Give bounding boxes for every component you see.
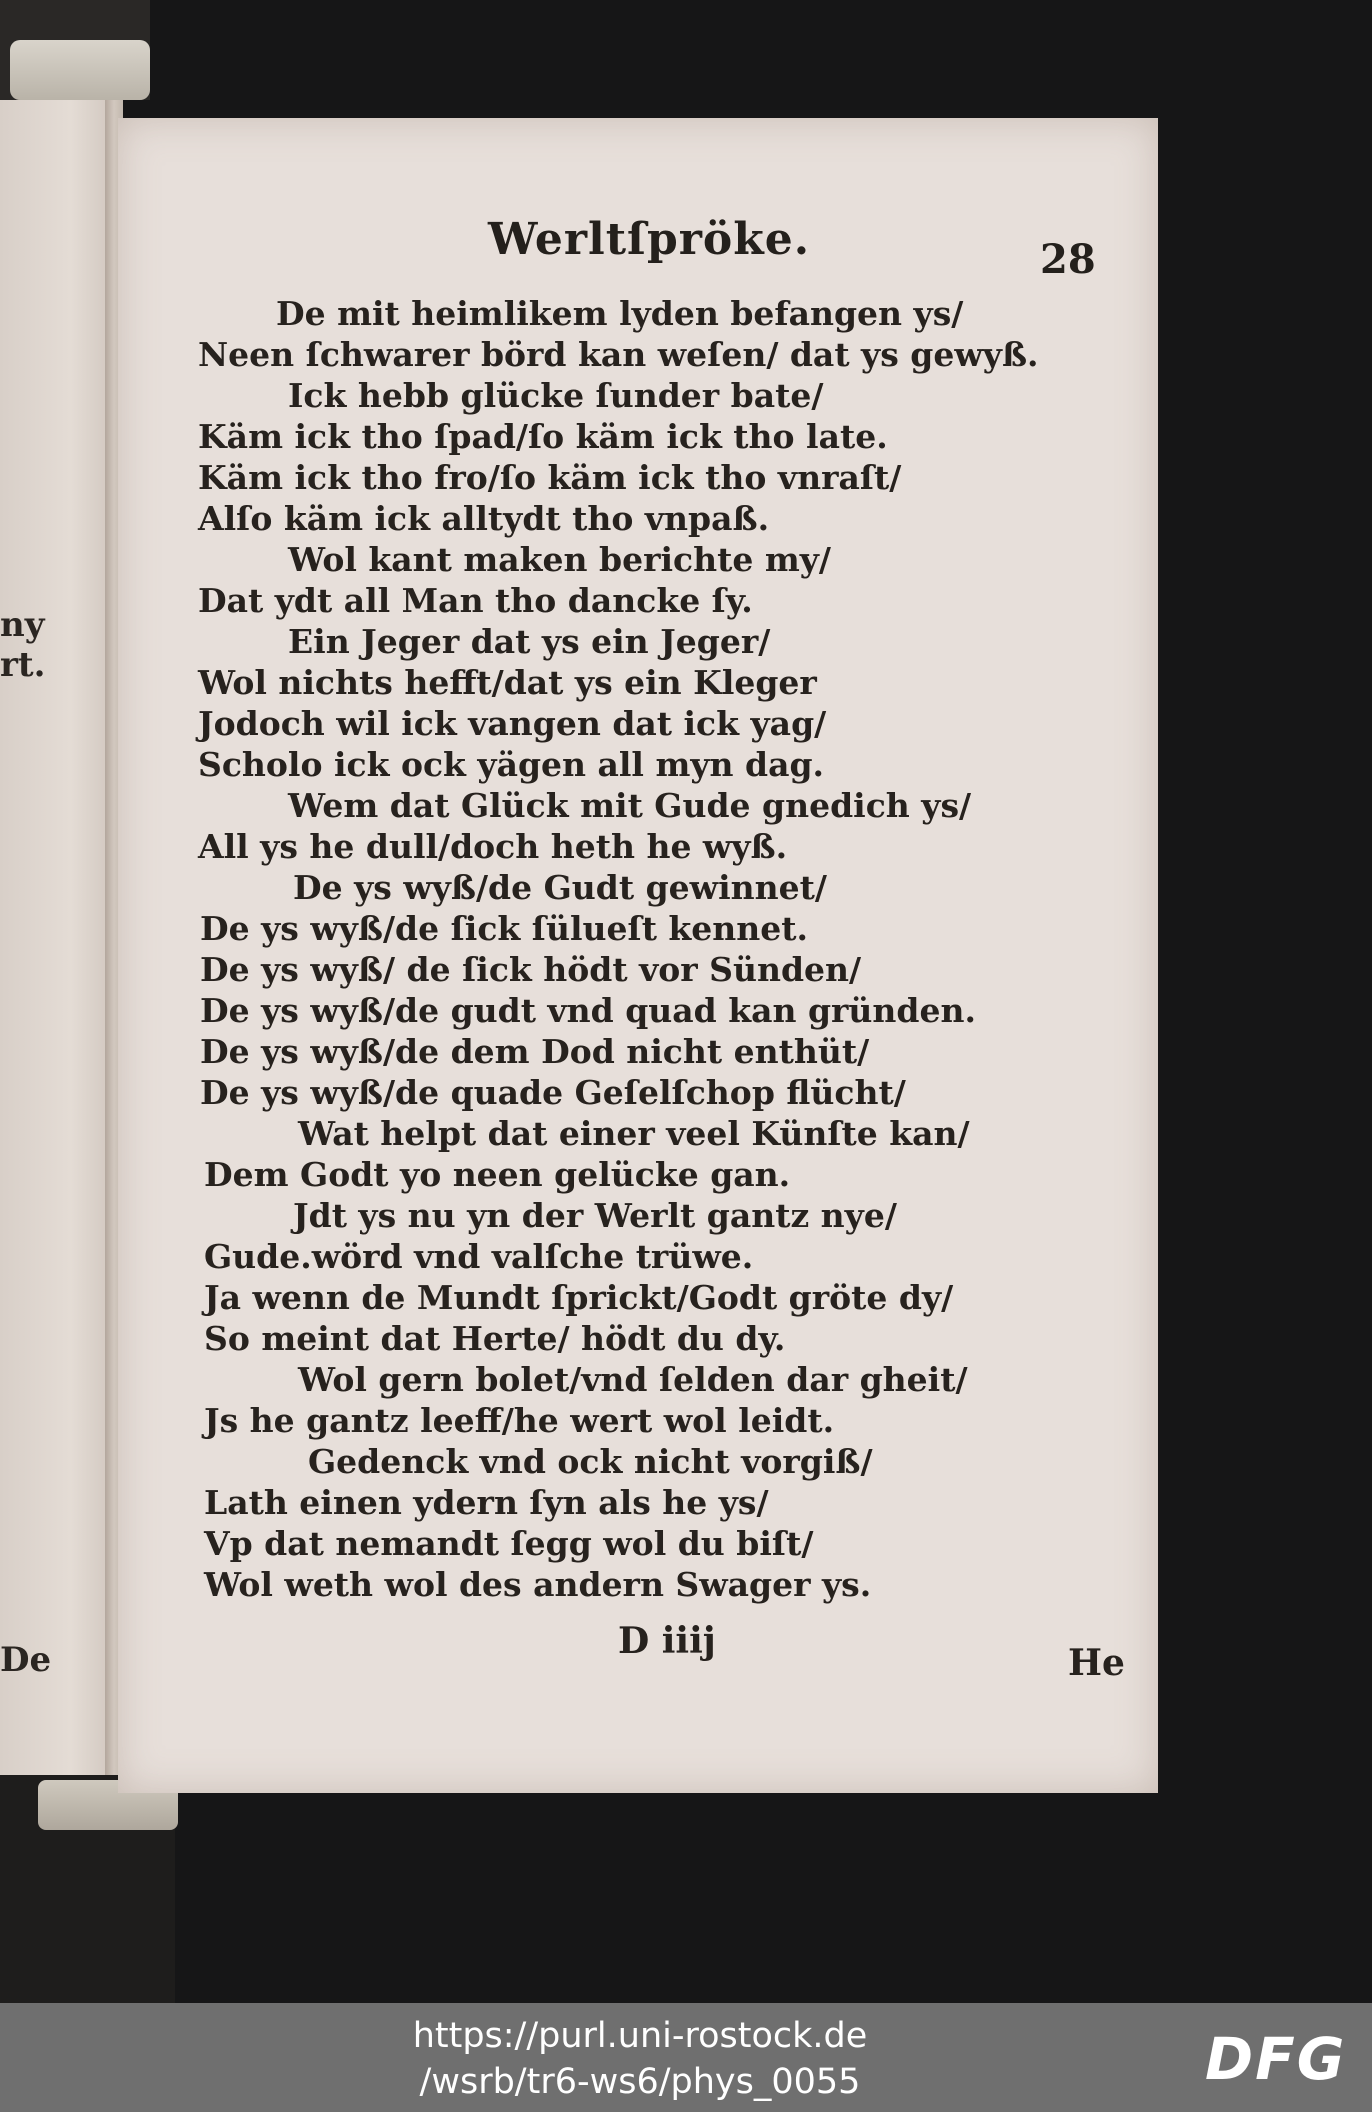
left-page-fragment: ny <box>0 605 45 645</box>
text-line: Neen ſchwarer börd kan weſen/ dat ys gewyß. <box>198 335 1039 374</box>
text-line: Scholo ick ock yägen all myn dag. <box>198 745 825 784</box>
text-line: Jodoch wil ick vangen dat ick yag/ <box>198 704 827 743</box>
text-line: Vp dat nemandt ſegg wol du biſt/ <box>204 1524 814 1563</box>
spine-band <box>10 40 150 100</box>
right-page <box>118 118 1158 1793</box>
left-page <box>0 100 118 1790</box>
text-line: Wem dat Glück mit Gude gnedich ys/ <box>288 786 972 825</box>
left-page-fragment: De <box>0 1640 52 1680</box>
running-header: Werltſpröke. <box>488 214 811 265</box>
text-line: Wol kant maken berichte my/ <box>288 540 831 579</box>
text-line: Js he gantz leeff/he wert wol leidt. <box>204 1401 835 1440</box>
permalink-line2[interactable]: /wsrb/tr6-ws6/phys_0055 <box>419 2062 861 2102</box>
text-line: Gedenck vnd ock nicht vorgiß/ <box>308 1442 873 1481</box>
page-number: 28 <box>1040 236 1096 283</box>
text-line: De ys wyß/de quade Geſelſchop flücht/ <box>200 1073 906 1112</box>
text-line: De ys wyß/de dem Dod nicht enthüt/ <box>200 1032 870 1071</box>
text-line: De ys wyß/de Gudt gewinnet/ <box>293 868 827 907</box>
text-line: Lath einen ydern ſyn als he ys/ <box>204 1483 769 1522</box>
text-line: Wat helpt dat einer veel Künſte kan/ <box>298 1114 970 1153</box>
text-line: Jdt ys nu yn der Werlt gantz nye/ <box>293 1196 897 1235</box>
text-line: Käm ick tho ſpad/ſo käm ick tho late. <box>198 417 888 456</box>
dfg-logo: DFG <box>1205 2025 1347 2093</box>
text-line: Wol gern bolet/vnd ſelden dar gheit/ <box>298 1360 968 1399</box>
text-line: Ick hebb glücke ſunder bate/ <box>288 376 824 415</box>
text-line: All ys he dull/doch heth he wyß. <box>198 827 788 866</box>
text-line: So meint dat Herte/ hödt du dy. <box>204 1319 786 1358</box>
left-page-fragment: rt. <box>0 645 46 685</box>
text-line: De ys wyß/de ſick ſülueſt kennet. <box>200 909 809 948</box>
text-line: Gude.wörd vnd valſche trüwe. <box>204 1237 754 1276</box>
text-line: Ein Jeger dat ys ein Jeger/ <box>288 622 771 661</box>
text-line: Wol nichts hefft/dat ys ein Kleger <box>198 663 817 702</box>
text-line: Wol weth wol des andern Swager ys. <box>204 1565 872 1604</box>
text-line: Dem Godt yo neen gelücke gan. <box>204 1155 791 1194</box>
text-line: Käm ick tho fro/ſo käm ick tho vnraſt/ <box>198 458 902 497</box>
text-line: De ys wyß/ de ſick hödt vor Sünden/ <box>200 950 862 989</box>
signature-mark: D iiij <box>618 1620 716 1662</box>
text-line: Alſo käm ick alltydt tho vnpaß. <box>198 499 770 538</box>
permalink-line1[interactable]: https://purl.uni-rostock.de <box>412 2016 868 2056</box>
text-line: De mit heimlikem lyden befangen ys/ <box>276 294 964 333</box>
viewer-footer <box>0 2003 1372 2112</box>
text-line: Dat ydt all Man tho dancke ſy. <box>198 581 753 620</box>
permalink[interactable] <box>370 2013 910 2105</box>
catchword: He <box>1068 1642 1125 1684</box>
text-line: Ja wenn de Mundt ſprickt/Godt gröte dy/ <box>204 1278 954 1317</box>
text-line: De ys wyß/de gudt vnd quad kan gründen. <box>200 991 976 1030</box>
